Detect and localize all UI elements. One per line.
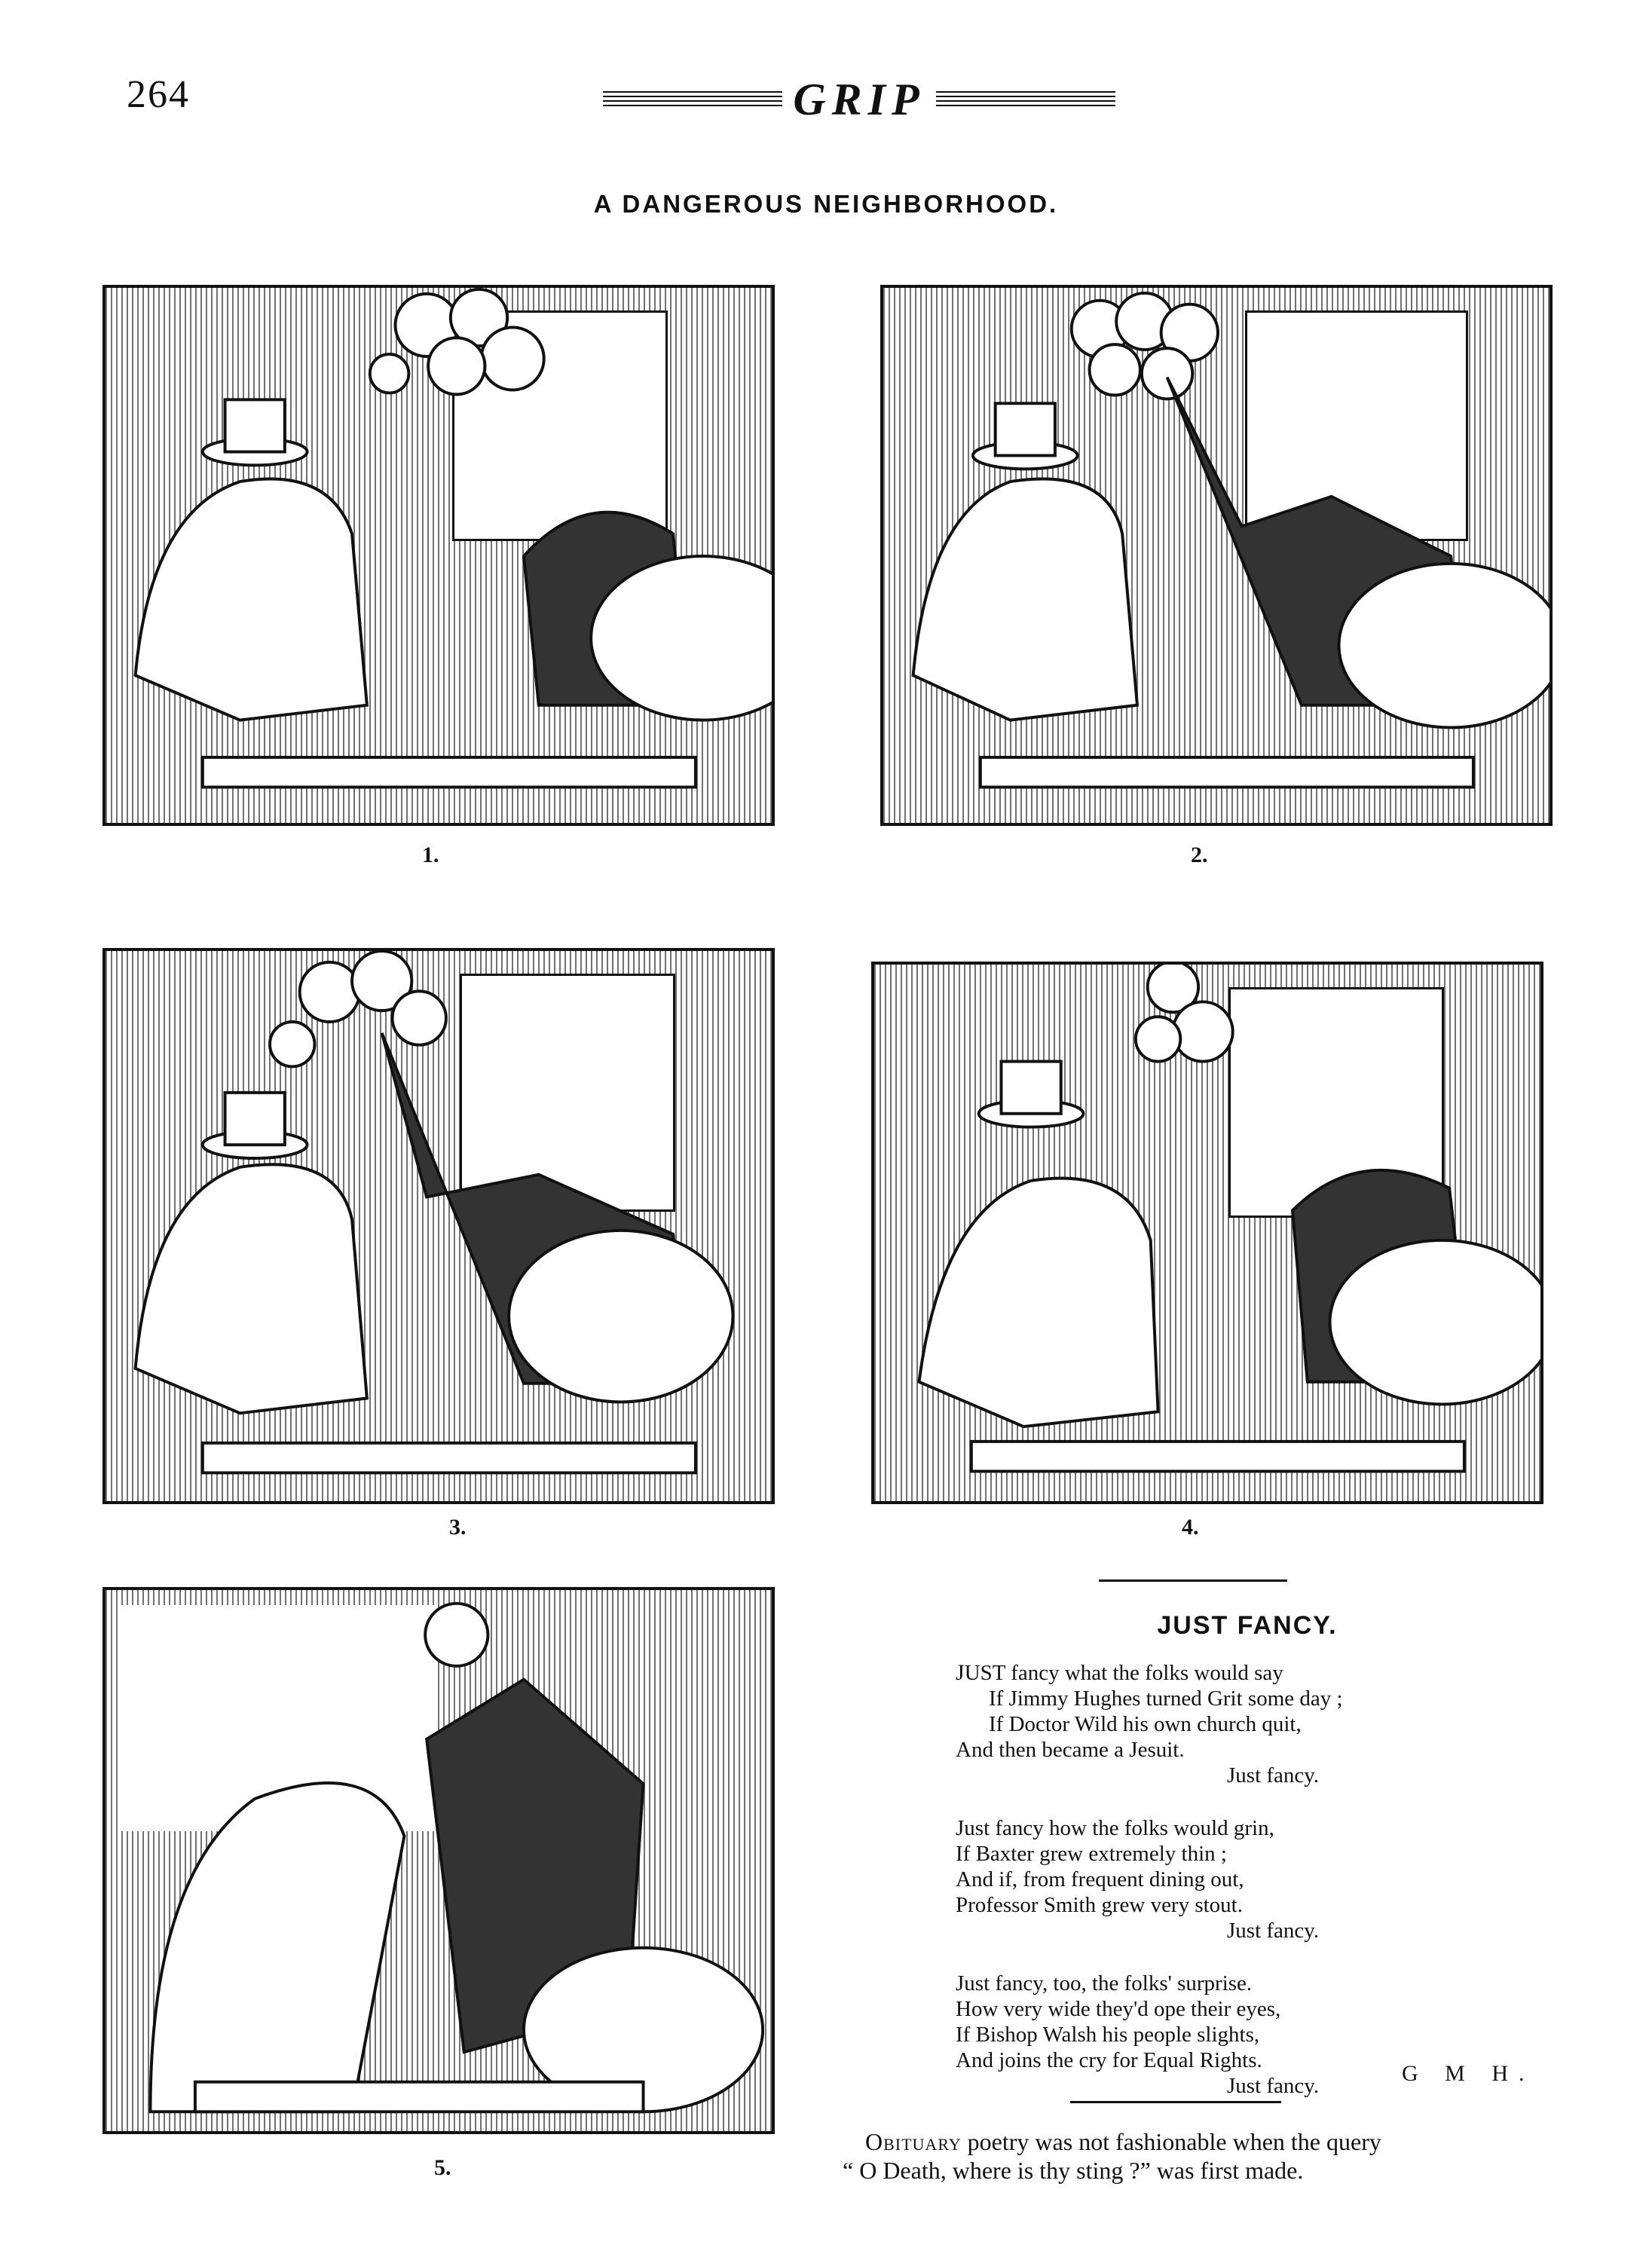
- poem-line: Just fancy, too, the folks' surprise.: [956, 1971, 1253, 1995]
- poem-body: [956, 1660, 1528, 2126]
- masthead: [603, 69, 1115, 130]
- panel-number-1: 1.: [422, 842, 439, 867]
- poem-line: And if, from frequent dining out,: [956, 1867, 1244, 1891]
- poem-refrain: Just fancy.: [1227, 1919, 1320, 1943]
- poem-top-rule: [1099, 1579, 1287, 1582]
- cartoon-illustration-2: [883, 288, 1550, 823]
- cartoon-illustration-5: [106, 1590, 772, 2131]
- poem-line: If Bishop Walsh his people slights,: [956, 2023, 1260, 2047]
- obituary-line-1-text: poetry was not fashionable when the query: [961, 2128, 1381, 2155]
- poem-line: If Doctor Wild his own church quit,: [989, 1712, 1302, 1736]
- poem-refrain: Just fancy.: [1227, 1763, 1320, 1787]
- cartoon-illustration-1: [106, 288, 772, 823]
- cartoon-panel-5: [102, 1587, 775, 2134]
- cartoon-illustration-3: [106, 951, 772, 1501]
- poem-title: JUST FANCY.: [1157, 1611, 1338, 1640]
- poem-line: How very wide they'd ope their eyes,: [956, 1997, 1281, 2021]
- cartoon-panel-4: [871, 962, 1543, 1504]
- page-number: 264: [127, 73, 190, 116]
- poem-stanza: [956, 1660, 1528, 1788]
- masthead-title: GRIP: [793, 74, 925, 124]
- poem-line: Just fancy how the folks would grin,: [956, 1816, 1274, 1840]
- cartoon-panel-3: [102, 948, 775, 1504]
- poem-line: And then became a Jesuit.: [956, 1738, 1185, 1762]
- poem-refrain: Just fancy.: [1227, 2074, 1320, 2098]
- obituary-line-1: [843, 2127, 1536, 2156]
- panel-number-3: 3.: [449, 1515, 467, 1540]
- obituary-paragraph: [843, 2127, 1536, 2185]
- cartoon-title: A DANGEROUS NEIGHBORHOOD.: [593, 190, 1059, 218]
- panel-number-5: 5.: [434, 2155, 451, 2180]
- poem-line: Professor Smith grew very stout.: [956, 1893, 1243, 1917]
- poem-line: If Jimmy Hughes turned Grit some day ;: [989, 1687, 1343, 1711]
- poem-stanza: [956, 1815, 1528, 1943]
- panel-number-2: 2.: [1191, 842, 1208, 867]
- poem-line: JUST fancy what the folks would say: [956, 1660, 1283, 1685]
- masthead-rule-right: [936, 91, 1115, 108]
- poem-line: And joins the cry for Equal Rights.: [956, 2048, 1262, 2072]
- poem-line: If Baxter grew extremely thin ;: [956, 1842, 1227, 1866]
- panel-number-4: 4.: [1182, 1515, 1199, 1540]
- obituary-lead: Obituary: [865, 2128, 962, 2155]
- cartoon-panel-2: [880, 285, 1553, 826]
- masthead-rule-left: [603, 91, 782, 108]
- obituary-line-2: “ O Death, where is thy sting ?” was first made.: [843, 2157, 1304, 2184]
- cartoon-panel-1: [102, 285, 775, 826]
- cartoon-illustration-4: [874, 965, 1540, 1501]
- poem-signature: G M H.: [1402, 2061, 1535, 2086]
- poem-bottom-rule: [1070, 2101, 1281, 2103]
